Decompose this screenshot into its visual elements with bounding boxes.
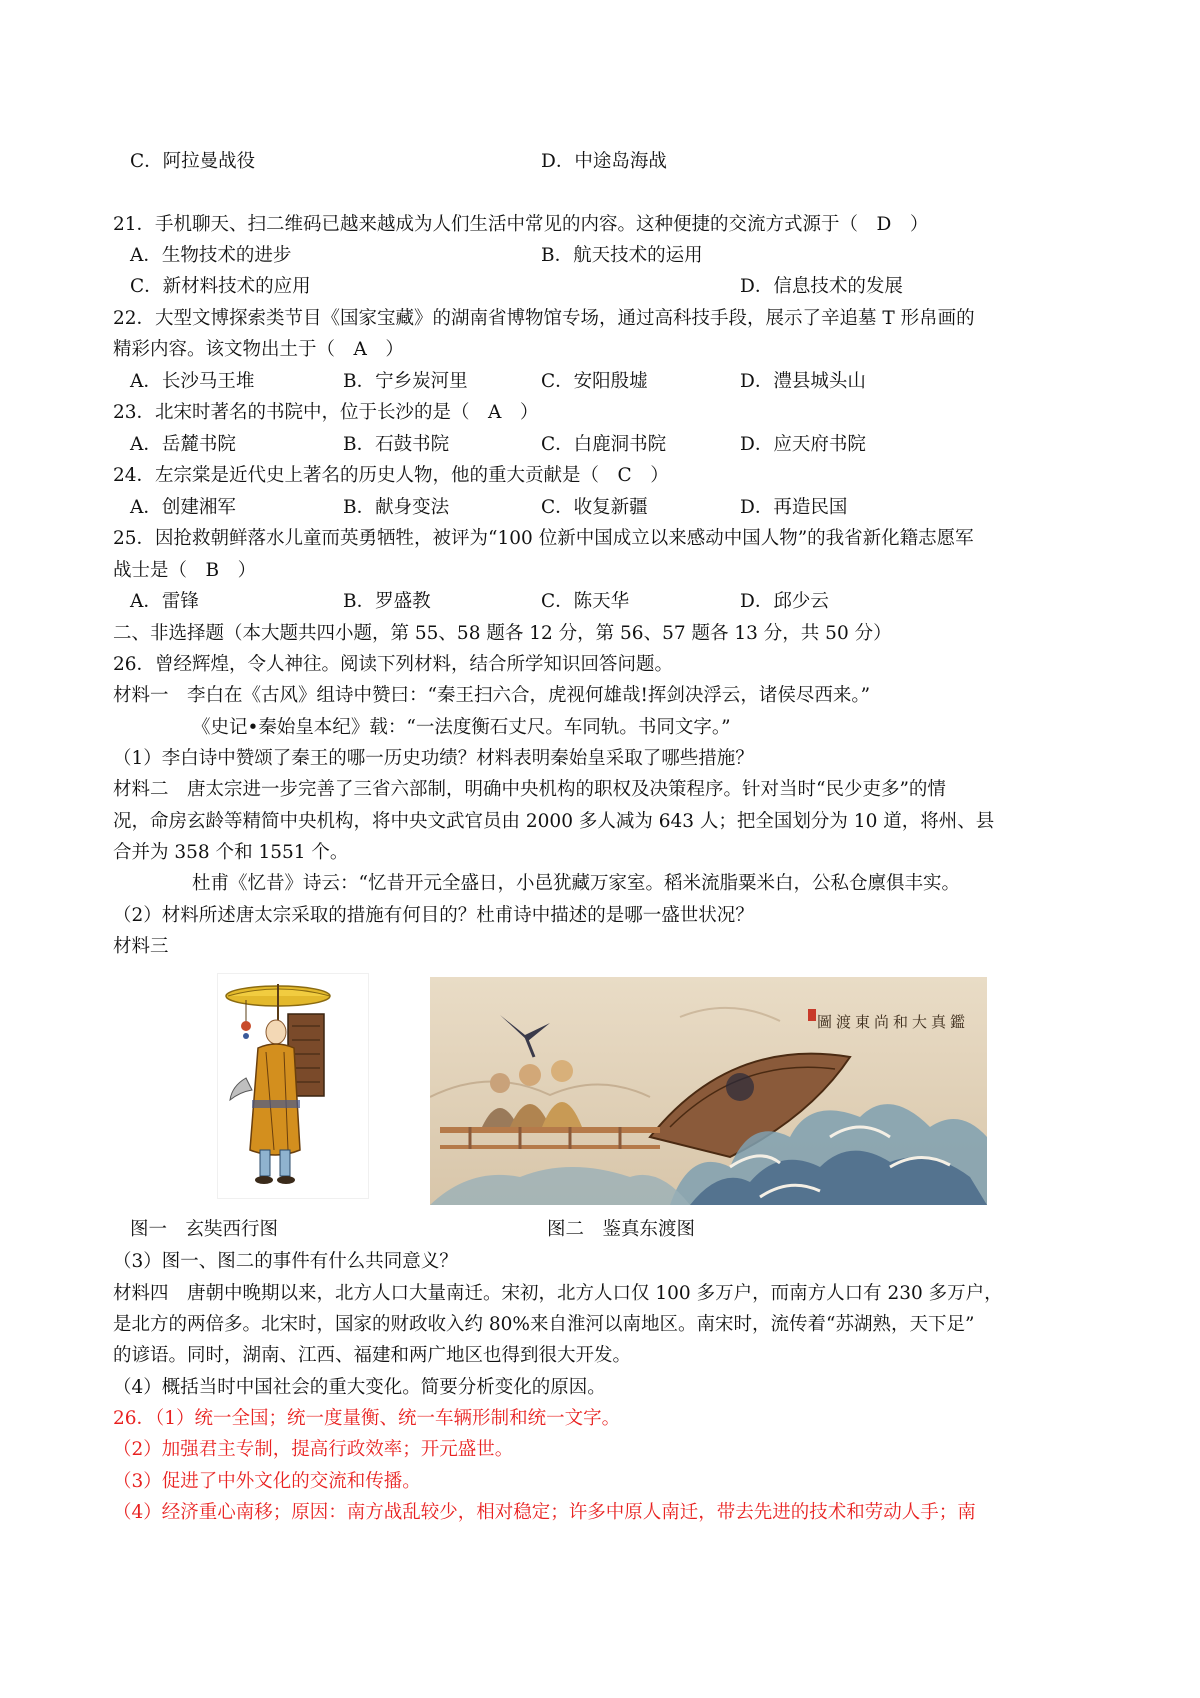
q26-sub2: （2）材料所述唐太宗采取的措施有何目的？杜甫诗中描述的是哪一盛世状况？ <box>113 905 754 926</box>
xuanzang-illustration <box>218 974 368 1198</box>
material-4-line1: 材料四 唐朝中晚期以来，北方人口大量南迁。宋初，北方人口仅 100 多万户，而南方人口有 230 多万户， <box>113 1283 1003 1304</box>
q22-option-d: D．澧县城头山 <box>740 371 866 392</box>
q22-option-c: C．安阳殷墟 <box>541 371 648 392</box>
q25-stem-line2: 战士是（ B ） <box>113 560 257 581</box>
q23-stem: 23．北宋时著名的书院中，位于长沙的是（ A ） <box>113 402 539 423</box>
q20-option-d: D．中途岛海战 <box>541 151 667 172</box>
q23-option-c: C．白鹿洞书院 <box>541 434 667 455</box>
q21-option-b: B．航天技术的运用 <box>541 245 703 266</box>
q20-option-c: C．阿拉曼战役 <box>130 151 256 172</box>
q24-stem: 24．左宗棠是近代史上著名的历史人物，他的重大贡献是（ C ） <box>113 465 669 486</box>
q24-option-c: C．收复新疆 <box>541 497 648 518</box>
figure-1-caption: 图一 玄奘西行图 <box>130 1219 279 1240</box>
q24-option-d: D．再造民国 <box>740 497 848 518</box>
material-1-line2: 《史记•秦始皇本纪》载：“一法度衡石丈尺。车同轨。书同文字。” <box>192 717 731 738</box>
q26-sub4: （4）概括当时中国社会的重大变化。简要分析变化的原因。 <box>113 1377 606 1398</box>
answer-3: （3）促进了中外文化的交流和传播。 <box>113 1471 421 1492</box>
q21-option-a: A．生物技术的进步 <box>130 245 292 266</box>
material-4-line3: 的谚语。同时，湖南、江西、福建和两广地区也得到很大开发。 <box>113 1345 632 1366</box>
material-2-line1: 材料二 唐太宗进一步完善了三省六部制，明确中央机构的职权及决策程序。针对当时“民少吏多”的情 <box>113 779 946 800</box>
q26-stem: 26．曾经辉煌，令人神往。阅读下列材料，结合所学知识回答问题。 <box>113 654 674 675</box>
q22-stem-line1: 22．大型文博探索类节目《国家宝藏》的湖南省博物馆专场，通过高科技手段，展示了辛追墓 T 形帛画的 <box>113 308 975 329</box>
q22-stem-line2: 精彩内容。该文物出土于（ A ） <box>113 339 404 360</box>
material-4-line2: 是北方的两倍多。北宋时，国家的财政收入约 80%来自淮河以南地区。南宋时，流传着“苏湖熟，天下足” <box>113 1314 975 1335</box>
figure-jianzhen <box>430 977 987 1205</box>
q23-option-b: B．石鼓书院 <box>343 434 450 455</box>
material-2-line2: 况，命房玄龄等精简中央机构，将中央文武官员由 2000 多人减为 643 人；把全国划分为 10 道，将州、县 <box>113 811 995 832</box>
material-2-line4: 杜甫《忆昔》诗云：“忆昔开元全盛日，小邑犹藏万家室。稻米流脂粟米白，公私仓廪俱丰实。 <box>192 873 960 894</box>
q22-option-b: B．宁乡炭河里 <box>343 371 468 392</box>
q25-option-b: B．罗盛教 <box>343 591 431 612</box>
q24-option-b: B．献身变法 <box>343 497 450 518</box>
figure-xuanzang <box>217 973 369 1199</box>
material-3-label: 材料三 <box>113 936 169 957</box>
q25-option-d: D．邱少云 <box>740 591 829 612</box>
q26-sub3: （3）图一、图二的事件有什么共同意义？ <box>113 1251 458 1272</box>
q26-sub1: （1）李白诗中赞颂了秦王的哪一历史功绩？材料表明秦始皇采取了哪些措施？ <box>113 748 754 769</box>
q23-option-a: A．岳麓书院 <box>130 434 236 455</box>
material-2-line3: 合并为 358 个和 1551 个。 <box>113 842 349 863</box>
jianzhen-inscription: 鑑真大和尚東渡圖 <box>816 1013 969 1031</box>
q22-option-a: A．长沙马王堆 <box>130 371 255 392</box>
q24-option-a: A．创建湘军 <box>130 497 236 518</box>
q25-option-a: A．雷锋 <box>130 591 199 612</box>
material-1-line1: 材料一 李白在《古风》组诗中赞曰：“秦王扫六合，虎视何雄哉!挥剑决浮云，诸侯尽西来。” <box>113 685 871 706</box>
answer-1: 26．（1）统一全国；统一度量衡、统一车辆形制和统一文字。 <box>113 1408 621 1429</box>
q25-option-c: C．陈天华 <box>541 591 630 612</box>
figure-2-caption: 图二 鉴真东渡图 <box>547 1219 696 1240</box>
q21-option-c: C．新材料技术的应用 <box>130 276 311 297</box>
q25-stem-line1: 25．因抢救朝鲜落水儿童而英勇牺牲，被评为“100 位新中国成立以来感动中国人物”的我省新化籍志愿军 <box>113 528 974 549</box>
q21-option-d: D．信息技术的发展 <box>740 276 903 297</box>
q23-option-d: D．应天府书院 <box>740 434 866 455</box>
answer-4: （4）经济重心南移；原因：南方战乱较少，相对稳定；许多中原人南迁，带去先进的技术和劳动人手；南 <box>113 1502 976 1523</box>
q21-stem: 21．手机聊天、扫二维码已越来越成为人们生活中常见的内容。这种便捷的交流方式源于（ D ） <box>113 214 929 235</box>
section-heading: 二、非选择题（本大题共四小题，第 55、58 题各 12 分，第 56、57 题各 13 分，共 50 分） <box>113 623 892 644</box>
answer-2: （2）加强君主专制，提高行政效率；开元盛世。 <box>113 1439 514 1460</box>
